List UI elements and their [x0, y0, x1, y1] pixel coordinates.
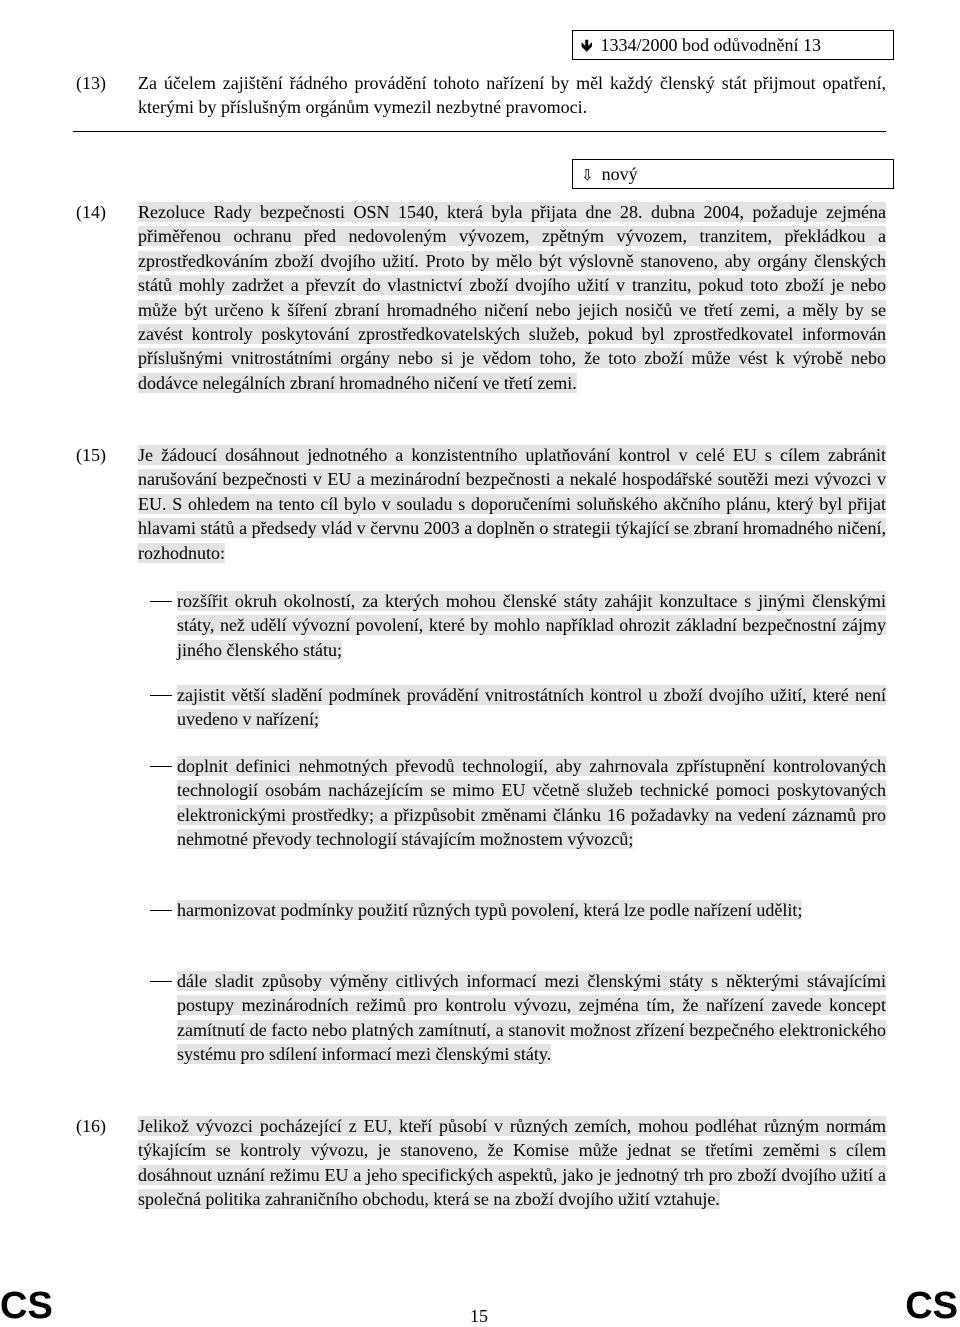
- recital-number: (15): [76, 445, 106, 465]
- dash-bullet-icon: [150, 695, 172, 696]
- outline-arrow-down-icon: ⇩: [581, 166, 594, 184]
- list-item: [150, 754, 886, 852]
- recital-16: [76, 1114, 886, 1212]
- dash-bullet-icon: [150, 601, 172, 602]
- list-item-text: dále sladit způsoby výměny citlivých informací mezi členskými státy s některými stávajícími postupy mezinárodních režimů pro kontrolu vývozu, zejména tím, že nařízení zavede koncept zamítnutí de facto nebo platných zamítnutí, a stanovit možnost zřízení bezpečného elektronického systému pro sdílení informací mezi členskými státy.: [177, 971, 886, 1065]
- recital-text: Jelikož vývozci pocházející z EU, kteří působí v různých zemích, mohou podléhat různým normám týkajícím se kontroly vývozu, je stanoveno, že Komise může jednat se třetími zeměmi s cílem dosáhnout uznání režimu EU a jeho specifických aspektů, jako je jednotný trh pro zboží dvojího užití a společná politika zahraničního obchodu, která se na zboží dvojího užití vztahuje.: [138, 1116, 886, 1210]
- list-item: [150, 969, 886, 1067]
- list-item-text: harmonizovat podmínky použití různých typů povolení, která lze podle nařízení udělit;: [177, 900, 803, 920]
- recital-number: (14): [76, 202, 106, 222]
- amendment-reference-box: [572, 30, 894, 60]
- page-number: 15: [470, 1306, 488, 1326]
- recital-text: Je žádoucí dosáhnout jednotného a konzistentního uplatňování kontrol v celé EU s cílem zabránit narušování bezpečnosti v EU a mezinárodní bezpečnosti a nekalé hospodářské soutěži mezi vývozci v EU. S ohledem na tento cíl bylo v souladu s doporučeními soluňského akčního plánu, který byl přijat hlavami států a předsedy vlád v červnu 2003 a doplněn o strategii týkající se zbraní hromadného ničení, rozhodnuto:: [138, 445, 886, 563]
- recital-text: Rezoluce Rady bezpečnosti OSN 1540, která byla přijata dne 28. dubna 2004, požaduje zejména přiměřenou ochranu před nedovoleným vývozem, zpětným vývozem, tranzitem, překládkou a zprostředkováním zboží dvojího užití. Proto by mělo být výslovně stanoveno, aby orgány členských států mohly zadržet a převzít do vlastnictví zboží dvojího užití v tranzitu, pokud toto zboží je nebo může být určeno k šíření zbraní hromadného ničení nebo jejich nosičů ve třetí zemi, a měly by se zavést kontroly poskytování zprostředkovatelských služeb, pokud byl zprostředkovatel informován příslušnými vnitrostátními orgány nebo si je vědom toho, že toto zboží může vést k výrobě nebo dodávce nelegálních zbraní hromadného ničení ve třetí zemi.: [138, 202, 886, 393]
- list-item: [150, 683, 886, 732]
- footer-language-code-right: CS: [905, 1285, 958, 1327]
- list-item-text: doplnit definici nehmotných převodů technologií, aby zahrnovala zpřístupnění kontrolovaných technologií osobám nacházejícím se mimo EU včetně služeb technické pomoci poskytovaných elektronickými prostředky; a přizpůsobit změnami článku 16 požadavky na vedení záznamů pro nehmotné převody technologií stávajícím možnostem vývozců;: [177, 756, 886, 850]
- new-text-marker-label: nový: [601, 164, 638, 184]
- list-item-text: rozšířit okruh okolností, za kterých mohou členské státy zahájit konzultace s jinými členskými státy, než udělí vývozní povolení, které by mohlo například ohrozit základní bezpečnostní zájmy jiného členského státu;: [177, 591, 886, 660]
- amendment-reference-text: 1334/2000 bod odůvodnění 13: [600, 35, 821, 55]
- recital-14: [76, 200, 886, 395]
- footer-language-code-left: CS: [0, 1285, 53, 1327]
- recital-number: (13): [76, 73, 106, 93]
- dash-bullet-icon: [150, 981, 172, 982]
- list-item: [150, 589, 886, 662]
- recital-text: Za účelem zajištění řádného provádění tohoto nařízení by měl každý členský stát přijmout opatření, kterými by příslušným orgánům vymezil nezbytné pravomoci.: [138, 73, 886, 118]
- new-text-marker-box: [572, 159, 894, 189]
- arrow-down-icon: 🡻: [581, 36, 593, 55]
- recital-15: [76, 443, 886, 565]
- dash-bullet-icon: [150, 766, 172, 767]
- recital-number: (16): [76, 1116, 106, 1136]
- list-item: [150, 898, 886, 922]
- section-divider: [73, 131, 886, 132]
- recital-13: [76, 71, 886, 120]
- list-item-text: zajistit větší sladění podmínek provádění vnitrostátních kontrol u zboží dvojího užití, které není uvedeno v nařízení;: [177, 685, 886, 730]
- dash-bullet-icon: [150, 910, 172, 911]
